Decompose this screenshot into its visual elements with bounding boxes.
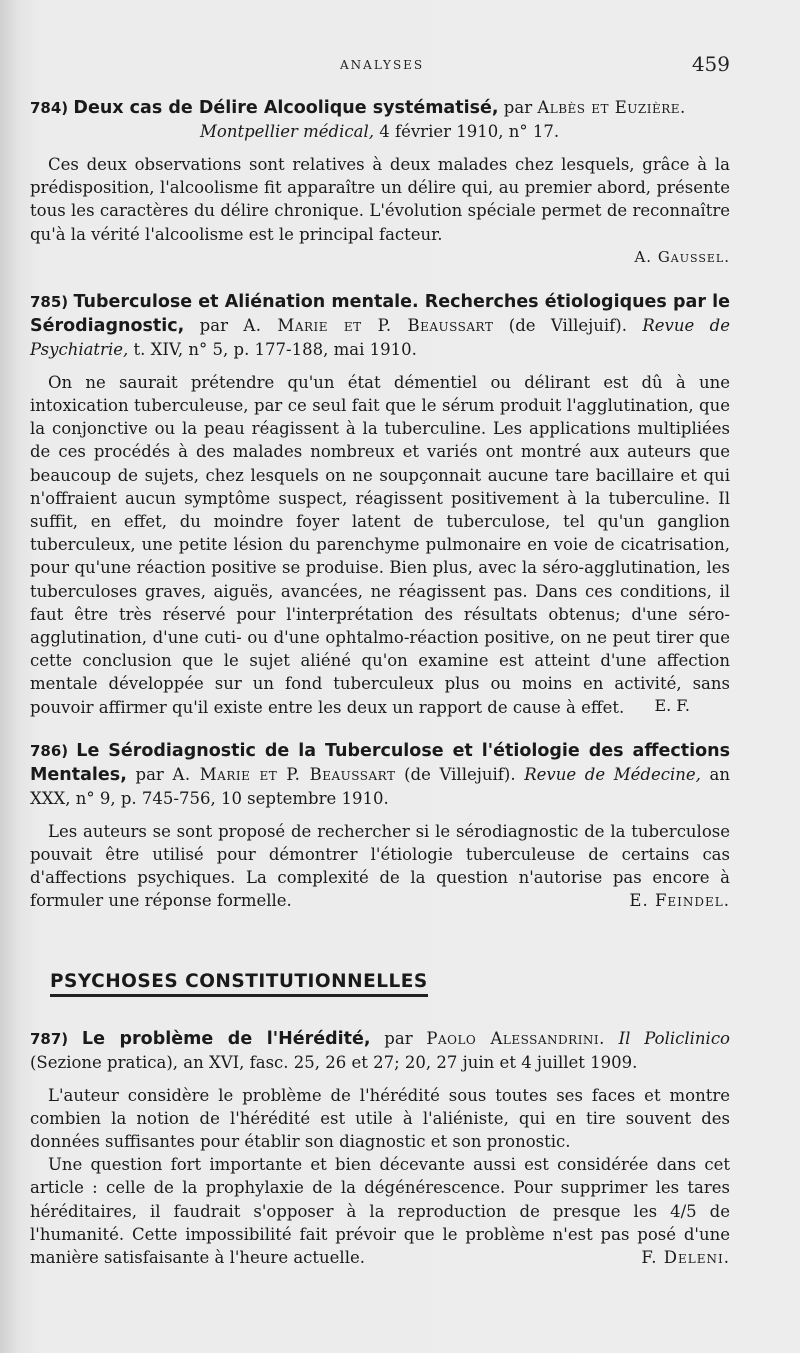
entry-heading [30,1027,730,1074]
entry-heading [30,96,730,143]
entry-source-details: (Sezione pratica), an XVI, fasc. 25, 26 et 27; 20, 27 juin et 4 juillet 1909. [30,1052,638,1072]
entry-affiliation: (de Villejuif). [493,315,643,335]
entry-body: Ces deux observations sont relatives à deux malades chez lesquels, grâce à la prédisposition, l'alcoolisme fit apparaître un délire qui, au premier abord, présente tous les caractères du délire chronique. L'évolution spéciale permet de reconnaître qu'à la vérité l'alcoolisme est le principal facteur. [30,155,730,244]
entry-number: 785) [30,292,69,311]
entry-authors: A. Marie et P. Beaussart [243,315,494,335]
entry-786 [30,739,730,913]
authors-prefix: par [184,315,244,335]
entry-authors: Albès et Euzière. [537,98,686,117]
entry-title: Tuberculose et Aliénation mentale. Recherches étiologiques par le Sérodiagnostic, [30,291,730,336]
entry-body-text: Une question fort importante et bien décevante aussi est considérée dans cet article : celle de la prophylaxie de la dégénérescence. Pour supprimer les tares héréditaires, il faudrait s'opposer à la reproduction de presque les 4/5 de l'humanité. Cette impossibilité fait prévoir que le problème n'est pas posé d'une manière satisfaisante à l'heure actuelle. [30,1155,730,1268]
entry-signature: E. F. [654,695,690,715]
entry-body: On ne saurait prétendre qu'un état démentiel ou délirant est dû à une intoxication tuberculeuse, par ce seul fait que le sérum produit l'agglutination, que la conjonctive ou la peau réagissent à la tuberculine. Les applications multipliées de ces procédés à des malades nombreux et variés ont montré aux auteurs que beaucoup de sujets, chez lesquels on ne soupçonnait aucune tare bacillaire et qui n'offraient aucun symptôme suspect, réagissent positivement à la tuberculine. Il suffit, en effet, du moindre foyer latent de tuberculose, tel qu'un ganglion tuberculeux, une petite lésion du parenchyme pulmonaire en voie de cicatrisation, pour qu'une réaction positive se produise. Bien plus, avec la séro-agglutination, les tuberculoses graves, aiguës, avancées, ne réagissent pas. Dans ces conditions, il faut être très réservé pour l'interprétation des résultats obtenus; d'une séro-agglutination, d'une cuti- ou d'une ophtalmo-réaction positive, on ne peut tirer que cette conclusion que le sujet aliéné qu'on examine est atteint d'une affection mentale développée sur un fond tuberculeux plus ou moins en activité, sans pouvoir affirmer qu'il existe entre les deux un rapport de cause à effet. [30,372,730,717]
running-head [30,50,730,90]
entry-785 [30,290,730,715]
entry-title: Le Sérodiagnostic de la Tuberculose et l'étiologie des affections Mentales, [30,740,730,785]
entry-signature: E. Feindel. [629,891,730,911]
entry-784 [30,96,730,266]
entry-source-details: t. XIV, n° 5, p. 177-188, mai 1910. [128,339,417,359]
running-head-title: ANALYSES [340,58,425,72]
entry-number: 786) [30,741,69,760]
entry-number: 787) [30,1029,69,1048]
entry-heading [30,739,730,810]
page-number: 459 [691,52,730,76]
entry-signature: F. Deleni. [641,1248,730,1268]
entry-body-text: Les auteurs se sont proposé de rechercher si le sérodiagnostic de la tuberculose pouvait être utilisé pour démontrer l'étiologie tuberculeuse de certains cas d'affections psychiques. La complexité de la question n'autorise pas encore à formuler une réponse formelle. [30,821,730,911]
entry-body [30,820,730,913]
entry-affiliation: (de Villejuif). [395,764,525,784]
entry-heading [30,290,730,361]
entry-signature: A. Gaussel. [634,247,730,266]
entry-number: 784) [30,99,69,117]
authors-prefix: par [370,1028,427,1048]
entry-authors: A. Marie et P. Beaussart [172,764,396,784]
entry-body-paragraph-2 [30,1153,730,1269]
entry-source-title: Il Policlinico [604,1028,730,1048]
entry-source-details: an XXX, n° 9, p. 745-756, 10 septembre 1910. [30,764,731,808]
entry-title: Le problème de l'Hérédité, [81,1028,371,1049]
section-title: PSYCHOSES CONSTITUTIONNELLES [50,971,428,997]
entry-source-title: Montpellier médical, [200,122,374,141]
entry-body-paragraph-1: L'auteur considère le problème de l'hérédité sous toutes ses faces et montre combien la notion de l'hérédité est utile à l'aliéniste, qui en tire souvent des données suffisantes pour établir son diagnostic et son pronostic. [30,1085,730,1152]
authors-prefix: par [498,98,538,117]
entry-source-details: 4 février 1910, n° 17. [374,122,560,141]
entry-source-title: Revue de Psychiatrie, [30,315,730,359]
entry-title: Deux cas de Délire Alcoolique systématisé, [73,98,499,118]
entry-source-title: Revue de Médecine, [524,764,701,784]
entry-authors: Paolo Alessandrini. [426,1028,605,1048]
entry-787 [30,1027,730,1270]
authors-prefix: par [126,764,173,784]
